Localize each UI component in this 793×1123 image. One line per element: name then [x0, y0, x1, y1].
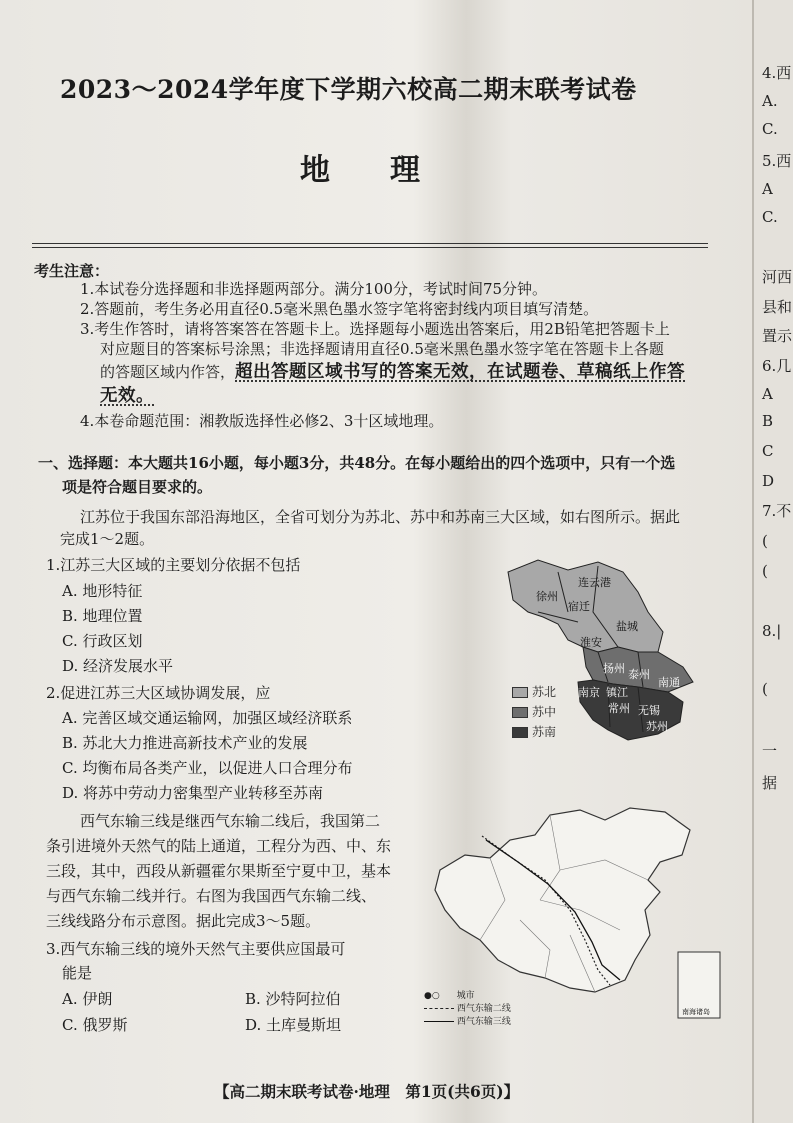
- city-yancheng: 盐城: [616, 620, 638, 633]
- legend-suzhong: 苏中: [512, 702, 556, 722]
- q2-option-b: B. 苏北大力推进高新技术产业的发展: [62, 734, 308, 752]
- jiangsu-legend: [512, 682, 556, 742]
- south-sea-inset-label: 南海诸岛: [682, 1008, 710, 1016]
- q1-option-d: D. 经济发展水平: [62, 657, 174, 675]
- q2-option-d: D. 将苏中劳动力密集型产业转移至苏南: [62, 784, 324, 802]
- next-page-fragment: A.: [762, 92, 778, 110]
- china-map-legend: [424, 990, 511, 1029]
- next-page-fragment: (: [762, 562, 768, 580]
- next-page-fragment: 县和: [762, 298, 793, 316]
- city-zhenjiang: 镇江: [606, 686, 628, 699]
- page-footer: 【高二期末联考试卷·地理 第1页(共6页)】: [214, 1082, 520, 1101]
- q3-stem: 3.西气东输三线的境外天然气主要供应国最可: [46, 940, 346, 958]
- next-page-fragment: D: [762, 472, 775, 490]
- exam-title: 2023～2024学年度下学期六校高二期末联考试卷: [60, 75, 637, 104]
- city-changzhou: 常州: [608, 702, 630, 715]
- group2-line-5: 三线线路分布示意图。据此完成3～5题。: [46, 912, 321, 930]
- notice-heading: 考生注意：: [34, 262, 110, 280]
- group2-line-2: 条引进境外天然气的陆上通道，工程分为西、中、东: [46, 837, 392, 855]
- legend-subei: 苏北: [512, 682, 556, 702]
- city-huaian: 淮安: [580, 636, 602, 649]
- q3-option-c: C. 俄罗斯: [62, 1016, 128, 1034]
- legend-swatch-subei: [512, 687, 528, 698]
- notice-item-2: 2.答题前，考生务必用直径0.5毫米黑色墨水签字笔将密封线内项目填写清楚。: [80, 300, 599, 318]
- q2-option-a: A. 完善区域交通运输网，加强区域经济联系: [62, 709, 353, 727]
- q2-option-c: C. 均衡布局各类产业，以促进人口合理分布: [62, 759, 353, 777]
- group2-line-1: 西气东输三线是继西气东输二线后，我国第二: [80, 812, 381, 830]
- notice-item-1: 1.本试卷分选择题和非选择题两部分。满分100分，考试时间75分钟。: [80, 280, 548, 298]
- q3-option-b: B. 沙特阿拉伯: [245, 990, 341, 1008]
- header-rule: [32, 243, 708, 244]
- next-page-fragment: C.: [762, 120, 778, 138]
- legend-line-3: 西气东输三线: [424, 1016, 511, 1029]
- city-suzhou: 苏州: [646, 720, 668, 733]
- legend-swatch-suzhong: [512, 707, 528, 718]
- next-page-fragment: 6.几: [762, 357, 792, 375]
- notice-emphasis-end: 无效。: [100, 386, 154, 406]
- next-page-fragment: B: [762, 412, 774, 430]
- section-heading: 一、选择题：本大题共16小题，每小题3分，共48分。在每小题给出的四个选项中，只有一个选: [38, 454, 676, 472]
- city-xuzhou: 徐州: [536, 590, 558, 603]
- notice-item-3-cont2: [100, 358, 685, 383]
- legend-sunan: 苏南: [512, 722, 556, 742]
- group1-stem: 江苏位于我国东部沿海地区，全省可划分为苏北、苏中和苏南三大区域，如右图所示。据此: [80, 508, 681, 526]
- q1-option-a: A. 地形特征: [62, 582, 143, 600]
- q1-stem: 1.江苏三大区域的主要划分依据不包括: [46, 556, 301, 574]
- next-page-fragment: 4.西: [762, 64, 792, 82]
- notice-item-3: 3.考生作答时，请将答案答在答题卡上。选择题每小题选出答案后，用2B铅笔把答题卡上: [80, 320, 670, 338]
- next-page-fragment: A: [762, 180, 773, 198]
- next-page-fragment: (: [762, 532, 768, 550]
- q2-stem: 2.促进江苏三大区域协调发展，应: [46, 684, 271, 702]
- next-page-fragment: 河西: [762, 268, 793, 286]
- q3-option-a: A. 伊朗: [62, 990, 113, 1008]
- legend-line-2: 西气东输二线: [424, 1003, 511, 1016]
- subject-title: 地理: [300, 153, 480, 188]
- next-page-fragment: 置示: [762, 327, 793, 345]
- city-taizhou: 泰州: [628, 668, 650, 681]
- city-nanjing: 南京: [578, 686, 600, 699]
- next-page-fragment: 据: [762, 774, 778, 792]
- notice-item-3-cont1: 对应题目的答案标号涂黑；非选择题请用直径0.5毫米黑色墨水签字笔在答题卡上各题: [100, 340, 664, 358]
- q1-option-c: C. 行政区划: [62, 632, 143, 650]
- next-page-fragment: (: [762, 680, 768, 698]
- section-heading-cont: 项是符合题目要求的。: [62, 478, 213, 496]
- next-page-fragment: C.: [762, 208, 778, 226]
- group2-line-4: 与西气东输二线并行。右图为我国西气东输二线、: [46, 887, 377, 905]
- next-page-fragment: 7.不: [762, 502, 792, 520]
- next-page-fragment: C: [762, 442, 774, 460]
- city-wuxi: 无锡: [638, 704, 660, 717]
- next-page-fragment: 一: [762, 742, 778, 760]
- q3-option-d: D. 土库曼斯坦: [245, 1016, 342, 1034]
- city-suqian: 宿迁: [568, 600, 590, 613]
- city-nantong: 南通: [658, 676, 680, 689]
- q1-option-b: B. 地理位置: [62, 607, 143, 625]
- city-yangzhou: 扬州: [603, 662, 625, 675]
- adjacent-page-strip: [752, 0, 793, 1123]
- next-page-fragment: 5.西: [762, 152, 792, 170]
- group2-line-3: 三段，其中，西段从新疆霍尔果斯至宁夏中卫，基本: [46, 862, 392, 880]
- notice-item-4: 4.本卷命题范围：湘教版选择性必修2、3十区域地理。: [80, 412, 444, 430]
- next-page-fragment: A: [762, 385, 773, 403]
- china-outline: [435, 808, 690, 992]
- q3-stem-cont: 能是: [62, 964, 93, 982]
- legend-city: ●○ 城市: [424, 991, 475, 1001]
- legend-swatch-sunan: [512, 727, 528, 738]
- notice-item-3-text: 的答题区域内作答，: [100, 363, 236, 381]
- next-page-fragment: 8.|: [762, 622, 782, 640]
- notice-emphasis: 超出答题区域书写的答案无效，在试题卷、草稿纸上作答: [235, 362, 686, 382]
- header-rule-thin: [32, 247, 708, 248]
- city-lianyungang: 连云港: [578, 576, 611, 589]
- group1-stem-cont: 完成1～2题。: [60, 530, 155, 548]
